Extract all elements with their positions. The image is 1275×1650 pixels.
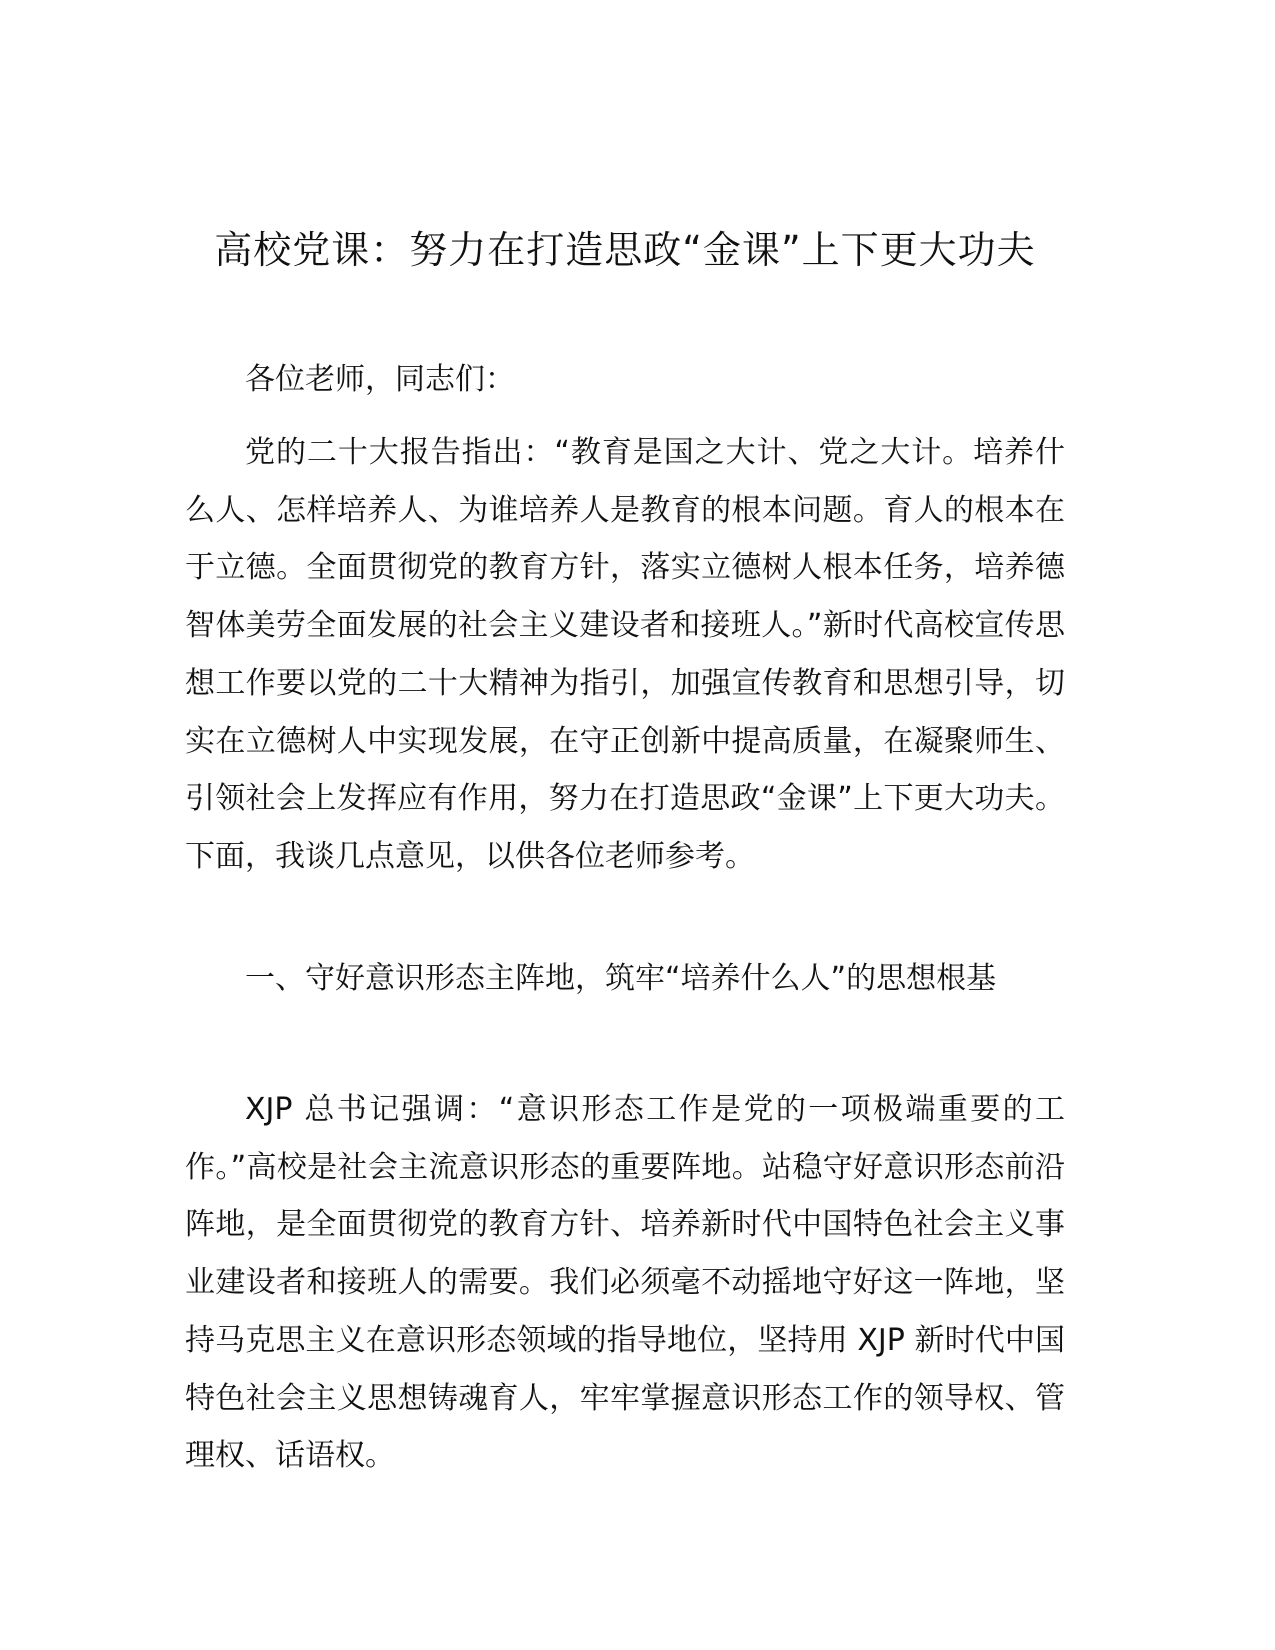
section-heading-1: 一、守好意识形态主阵地，筑牢“培养什么人”的思想根基	[245, 961, 997, 996]
document-title: 高校党课：努力在打造思政“金课”上下更大功夫	[214, 228, 1036, 272]
paragraph-intro: 党的二十大报告指出：“教育是国之大计、党之大计。培养什么人、怎样培养人、为谁培养人是教育的根本问题。育人的根本在于立德。全面贯彻党的教育方针，落实立德树人根本任务，培养德智体美劳全面发展的社会主义建设者和接班人。”新时代高校宣传思想工作要以党的二十大精神为指引，加强宣传教育和思想引导，切实在立德树人中实现发展，在守正创新中提高质量，在凝聚师生、引领社会上发挥应有作用，努力在打造思政“金课”上下更大功夫。下面，我谈几点意见，以供各位老师参考。	[185, 435, 1065, 874]
salutation: 各位老师，同志们：	[245, 362, 515, 397]
paragraph-section-1: XJP 总书记强调：“意识形态工作是党的一项极端重要的工作。”高校是社会主流意识形态的重要阵地。站稳守好意识形态前沿阵地，是全面贯彻党的教育方针、培养新时代中国特色社会主义事业建设者和接班人的需要。我们必须毫不动摇地守好这一阵地，坚持马克思主义在意识形态领域的指导地位，坚持用 XJP 新时代中国特色社会主义思想铸魂育人，牢牢掌握意识形态工作的领导权、管理权、话语权。	[185, 1092, 1065, 1474]
